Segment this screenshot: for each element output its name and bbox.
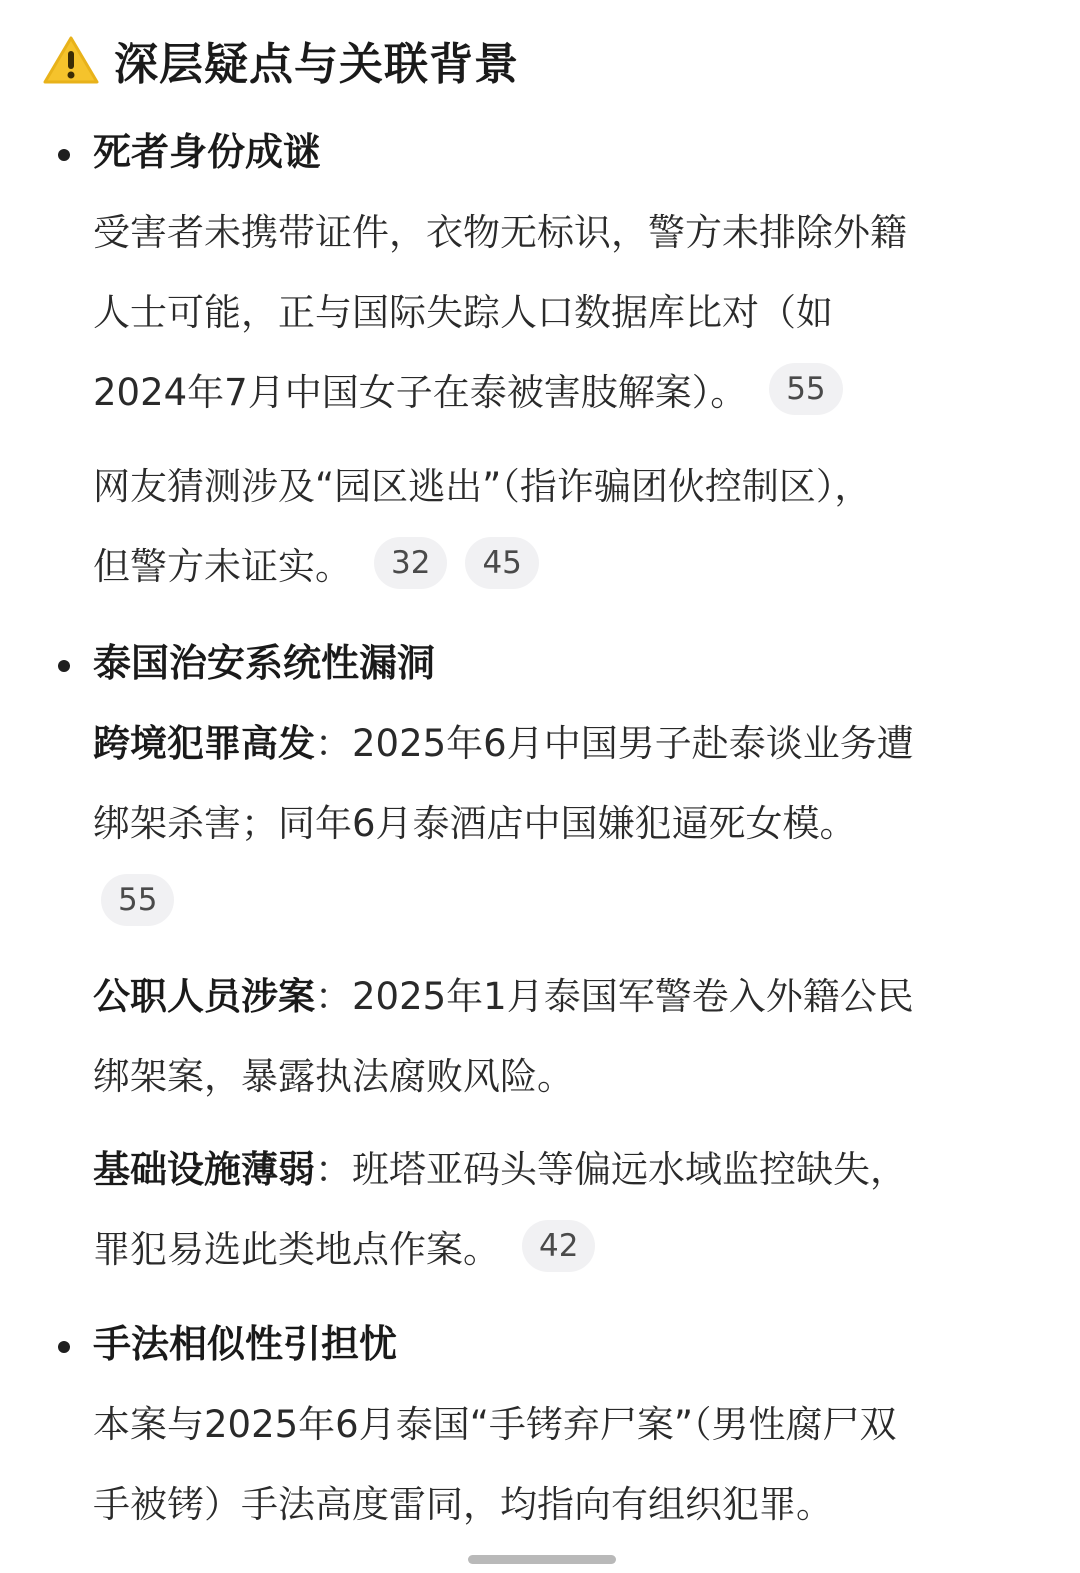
bullet-dot bbox=[58, 1341, 70, 1353]
text-line: 人士可能，正与国际失踪人口数据库比对（如 bbox=[93, 291, 833, 334]
text-line: 手被铐）手法高度雷同，均指向有组织犯罪。 bbox=[93, 1483, 833, 1526]
bullet-dot bbox=[58, 149, 70, 161]
bullet-dot bbox=[58, 660, 70, 672]
text-line-content: ：2025年6月中国男子赴泰谈业务遭 bbox=[315, 722, 914, 765]
text-line-content: ：班塔亚码头等偏远水域监控缺失， bbox=[315, 1148, 907, 1191]
paragraph-crossborder bbox=[93, 704, 1043, 944]
citation-badge[interactable]: 55 bbox=[101, 874, 174, 926]
citation-badge[interactable]: 55 bbox=[769, 363, 842, 415]
citation-badge[interactable]: 45 bbox=[465, 537, 538, 589]
text-line bbox=[93, 527, 1043, 607]
text-line: 绑架案，暴露执法腐败风险。 bbox=[93, 1055, 574, 1098]
paragraph-identity-2 bbox=[93, 447, 1043, 607]
text-line bbox=[93, 1130, 1043, 1210]
paragraph-label: 基础设施薄弱 bbox=[93, 1148, 315, 1191]
page-title: 深层疑点与关联背景 bbox=[114, 39, 519, 90]
text-line bbox=[93, 864, 1043, 944]
text-line bbox=[93, 353, 1043, 433]
section-heading bbox=[42, 28, 519, 92]
paragraph-method bbox=[93, 1385, 1043, 1545]
paragraph-identity-1 bbox=[93, 193, 1043, 433]
paragraph-infrastructure bbox=[93, 1130, 1043, 1290]
text-line: 网友猜测涉及“园区逃出”（指诈骗团伙控制区）， bbox=[93, 465, 872, 508]
text-line: 本案与2025年6月泰国“手铐弃尸案”（男性腐尸双 bbox=[93, 1403, 897, 1446]
section-title-method: 手法相似性引担忧 bbox=[93, 1322, 398, 1366]
text-line bbox=[93, 1210, 1043, 1290]
text-line-content: ：2025年1月泰国军警卷入外籍公民 bbox=[315, 975, 914, 1018]
paragraph-label: 跨境犯罪高发 bbox=[93, 722, 315, 765]
text-line-content: 但警方未证实。 bbox=[93, 545, 352, 588]
section-title-security: 泰国治安系统性漏洞 bbox=[93, 641, 436, 685]
text-line bbox=[93, 957, 1043, 1037]
text-line: 绑架杀害；同年6月泰酒店中国嫌犯逼死女模。 bbox=[93, 802, 857, 845]
text-line: 受害者未携带证件，衣物无标识，警方未排除外籍 bbox=[93, 211, 907, 254]
text-line bbox=[93, 704, 1043, 784]
citation-badge[interactable]: 32 bbox=[374, 537, 447, 589]
citation-badge[interactable]: 42 bbox=[522, 1220, 595, 1272]
text-line-content: 2024年7月中国女子在泰被害肢解案）。 bbox=[93, 371, 748, 414]
home-indicator[interactable] bbox=[468, 1555, 616, 1564]
paragraph-label: 公职人员涉案 bbox=[93, 975, 315, 1018]
warning-icon bbox=[42, 35, 100, 85]
section-title-identity: 死者身份成谜 bbox=[93, 130, 322, 174]
paragraph-officials bbox=[93, 957, 1043, 1117]
text-line-content: 罪犯易选此类地点作案。 bbox=[93, 1228, 500, 1271]
